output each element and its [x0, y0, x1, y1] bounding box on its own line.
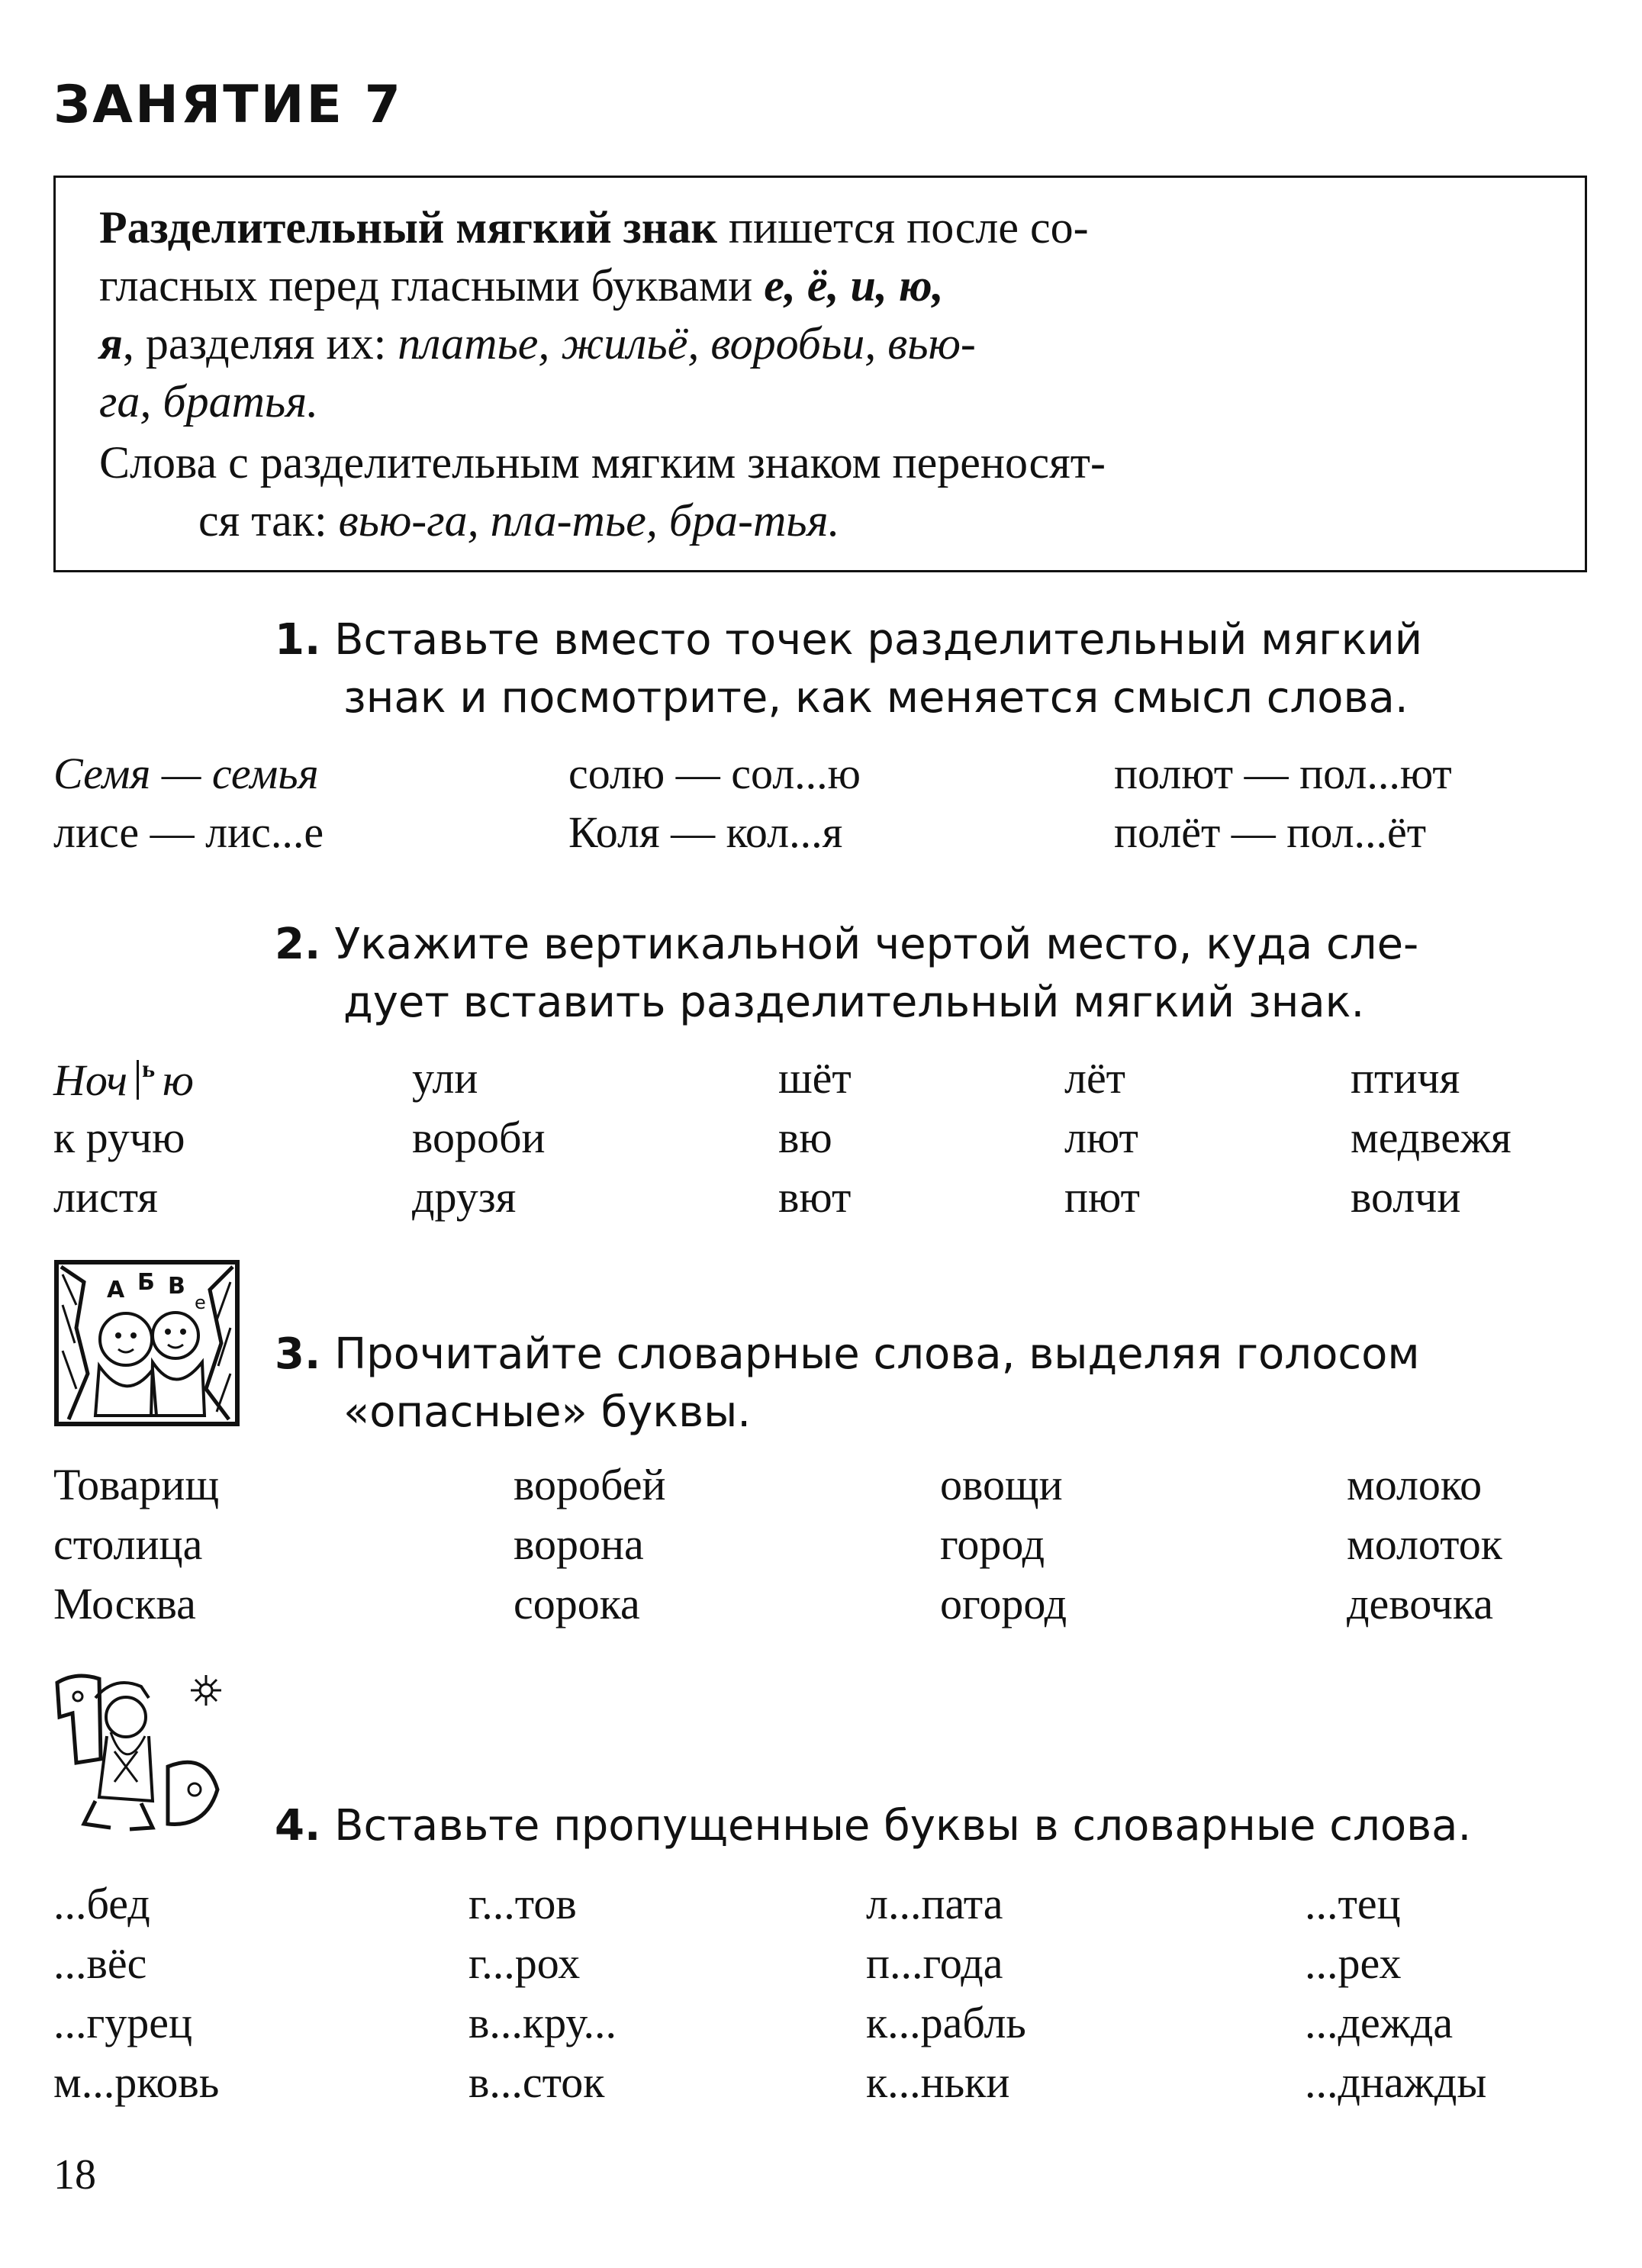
rule-examples: вью-га, пла-тье, бра-тья.	[338, 495, 840, 546]
task4-word: ...вёс	[53, 1938, 147, 1988]
page-number: 18	[53, 2151, 96, 2199]
task4-word: л...пата	[866, 1879, 1003, 1928]
task1-line-1	[275, 615, 1422, 665]
gnome-with-letters-illustration-icon	[53, 1667, 252, 1839]
task3-text: Прочитайте словарные слова, выделяя голосом	[334, 1329, 1420, 1379]
rule-line-2	[99, 260, 944, 311]
task4-word: ...тец	[1305, 1879, 1401, 1928]
task3-word: город	[940, 1519, 1045, 1569]
task1-word: полёт — пол...ёт	[1114, 807, 1427, 857]
task2-word: шёт	[778, 1053, 852, 1103]
task2-word: волчи	[1351, 1172, 1461, 1222]
task2-line-1	[275, 920, 1418, 969]
rule-line-4	[99, 376, 319, 427]
task3-word: ворона	[514, 1519, 644, 1569]
task3-line-1	[275, 1329, 1420, 1379]
task2-example-end: ю	[162, 1055, 194, 1105]
task3-word: молоток	[1347, 1519, 1502, 1569]
task1-number: 1.	[275, 615, 321, 665]
rule-line-3	[99, 318, 976, 369]
task1-word: лисе — лис...е	[53, 807, 324, 857]
svg-text:В: В	[168, 1273, 185, 1300]
task2-word: к ручю	[53, 1113, 185, 1162]
rule-letters: е, ё, и, ю,	[764, 260, 944, 311]
task4-word: ...рех	[1305, 1938, 1402, 1988]
task4-word: г...рох	[468, 1938, 581, 1988]
task2-example-mark: ь	[142, 1055, 155, 1082]
task1-word: полют — пол...ют	[1114, 749, 1452, 798]
task3-word: овощи	[940, 1460, 1063, 1509]
task4-line-1	[275, 1801, 1471, 1851]
task2-word: птичя	[1351, 1053, 1460, 1103]
svg-text:А: А	[107, 1277, 125, 1303]
task2-word: листя	[53, 1172, 158, 1222]
task2-word: пют	[1064, 1172, 1140, 1222]
task4-word: ...дежда	[1305, 1998, 1454, 2047]
task1-word: Семя — семья	[53, 749, 319, 798]
task2-example-start: Ноч	[53, 1055, 128, 1105]
task4-word: в...кру...	[468, 1998, 617, 2047]
rule-line-1	[99, 202, 1089, 253]
rule-text: гласных перед гласными буквами	[99, 260, 765, 311]
task4-word: м...рковь	[53, 2057, 220, 2107]
rule-text: пишется после со-	[716, 202, 1089, 253]
task2-word: друзя	[412, 1172, 517, 1222]
rule-examples: платье, жильё, воробьи, вью-	[398, 318, 976, 369]
task1-word: Коля — кол...я	[568, 807, 843, 857]
task2-number: 2.	[275, 920, 321, 969]
task3-word: сорока	[514, 1579, 640, 1629]
children-with-letters-illustration-icon	[53, 1259, 240, 1427]
task4-word: к...ньки	[866, 2057, 1010, 2107]
svg-text:е: е	[195, 1292, 206, 1313]
task2-text: Укажите вертикальной чертой место, куда сле-	[334, 920, 1419, 969]
rule-text: , разделяя их:	[122, 318, 398, 369]
task2-word: ули	[412, 1053, 478, 1103]
task2-word: лют	[1064, 1113, 1138, 1162]
rule-term: Разделительный мягкий знак	[99, 202, 717, 253]
task1-line-2: знак и посмотрите, как меняется смысл слова.	[343, 673, 1409, 723]
task3-word: девочка	[1347, 1579, 1493, 1629]
task2-word: лёт	[1064, 1053, 1126, 1103]
task3-number: 3.	[275, 1329, 321, 1379]
task2-word: медвежя	[1351, 1113, 1512, 1162]
task1-text: Вставьте вместо точек разделительный мягкий	[334, 615, 1423, 665]
task1-word: солю — сол...ю	[568, 749, 861, 798]
task4-number: 4.	[275, 1801, 321, 1851]
task2-word: вороби	[412, 1113, 546, 1162]
task4-word: ...бед	[53, 1879, 150, 1928]
task4-text: Вставьте пропущенные буквы в словарные слова.	[334, 1801, 1472, 1851]
task4-word: к...рабль	[866, 1998, 1026, 2047]
task2-example	[53, 1056, 194, 1103]
task3-word: воробей	[514, 1460, 666, 1509]
rule-text: ся так:	[198, 495, 339, 546]
rule-letter: я	[99, 318, 123, 369]
task4-word: г...тов	[468, 1879, 577, 1928]
rule-line-5	[99, 437, 1106, 488]
task4-word: п...года	[866, 1938, 1003, 1988]
task3-word: молоко	[1347, 1460, 1483, 1509]
task2-word: вю	[778, 1113, 832, 1162]
task2-word: вют	[778, 1172, 852, 1222]
task3-word: столица	[53, 1519, 203, 1569]
task3-word: огород	[940, 1579, 1067, 1629]
task3-word: Товарищ	[53, 1460, 220, 1509]
vertical-bar-mark	[137, 1060, 139, 1100]
rule-text: Слова с разделительным мягким знаком переносят-	[99, 437, 1106, 488]
task4-word: ...днажды	[1305, 2057, 1487, 2107]
task3-word: Москва	[53, 1579, 196, 1629]
task4-word: в...сток	[468, 2057, 605, 2107]
lesson-title: ЗАНЯТИЕ 7	[53, 75, 403, 135]
task4-word: ...гурец	[53, 1998, 193, 2047]
task3-line-2: «опасные» буквы.	[343, 1387, 752, 1437]
svg-text:Б: Б	[137, 1269, 155, 1296]
rule-examples: га, братья.	[99, 376, 319, 427]
task2-line-2: дует вставить разделительный мягкий знак.	[343, 978, 1365, 1027]
rule-line-6	[198, 495, 840, 546]
